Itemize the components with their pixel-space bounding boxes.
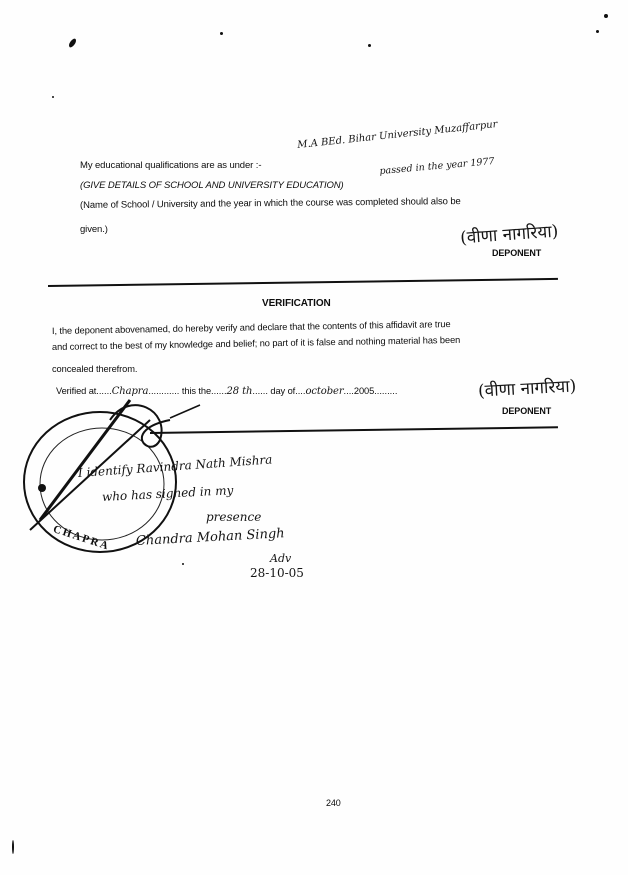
page-number: 240 (326, 798, 341, 808)
stamp-text: CHAPRA (51, 523, 112, 553)
attestation-line3: presence (206, 510, 262, 524)
verified-at-label: Verified at (56, 386, 97, 396)
attestation-line1: I identify Ravindra Nath Mishra (77, 452, 273, 480)
attestation-line5: Adv (270, 552, 292, 565)
deponent-signature-1: (वीणा नागरिया) (459, 221, 559, 249)
this-the-label: this the (181, 386, 212, 396)
qualifications-handwritten-1: M.A BEd. Bihar University Muzaffarpur (296, 119, 498, 151)
verified-at-row: Verified at......Chapra............ this the......28 th...... day of....october....2005......... (56, 386, 398, 397)
deponent-label-1: DEPONENT (492, 248, 542, 258)
verified-month: october (305, 386, 344, 397)
deponent-label-2: DEPONENT (502, 406, 552, 416)
attestation-date: 28-10-05 (250, 566, 304, 580)
qualifications-handwritten-2: passed in the year 1977 (379, 155, 495, 177)
qualifications-note-line1: (Name of School / University and the year in which the course was completed should also be (79, 196, 461, 211)
verification-heading: VERIFICATION (262, 298, 331, 309)
attestation-line4: Chandra Mohan Singh (135, 526, 285, 549)
qualifications-label: My educational qualifications are as under :- (80, 160, 262, 171)
qualifications-instruction: (GIVE DETAILS OF SCHOOL AND UNIVERSITY EDUCATION) (80, 180, 344, 191)
verified-day: 28 th (226, 386, 253, 397)
qualifications-note-line2: given.) (80, 224, 108, 235)
deponent-signature-2: (वीणा नागरिया) (477, 376, 577, 402)
day-of-label: day of (270, 386, 296, 396)
attestation-line2: who has signed in my (101, 483, 234, 504)
verified-place: Chapra (111, 386, 149, 397)
verification-body-line2: and correct to the best of my knowledge and belief; no part of it is false and nothing material has been (51, 334, 461, 352)
verification-body-line1: I, the deponent abovenamed, do hereby verify and declare that the contents of this affidavit are true (51, 319, 451, 336)
verified-year: 2005 (353, 386, 375, 396)
verification-body-line3: concealed therefrom. (52, 364, 138, 374)
